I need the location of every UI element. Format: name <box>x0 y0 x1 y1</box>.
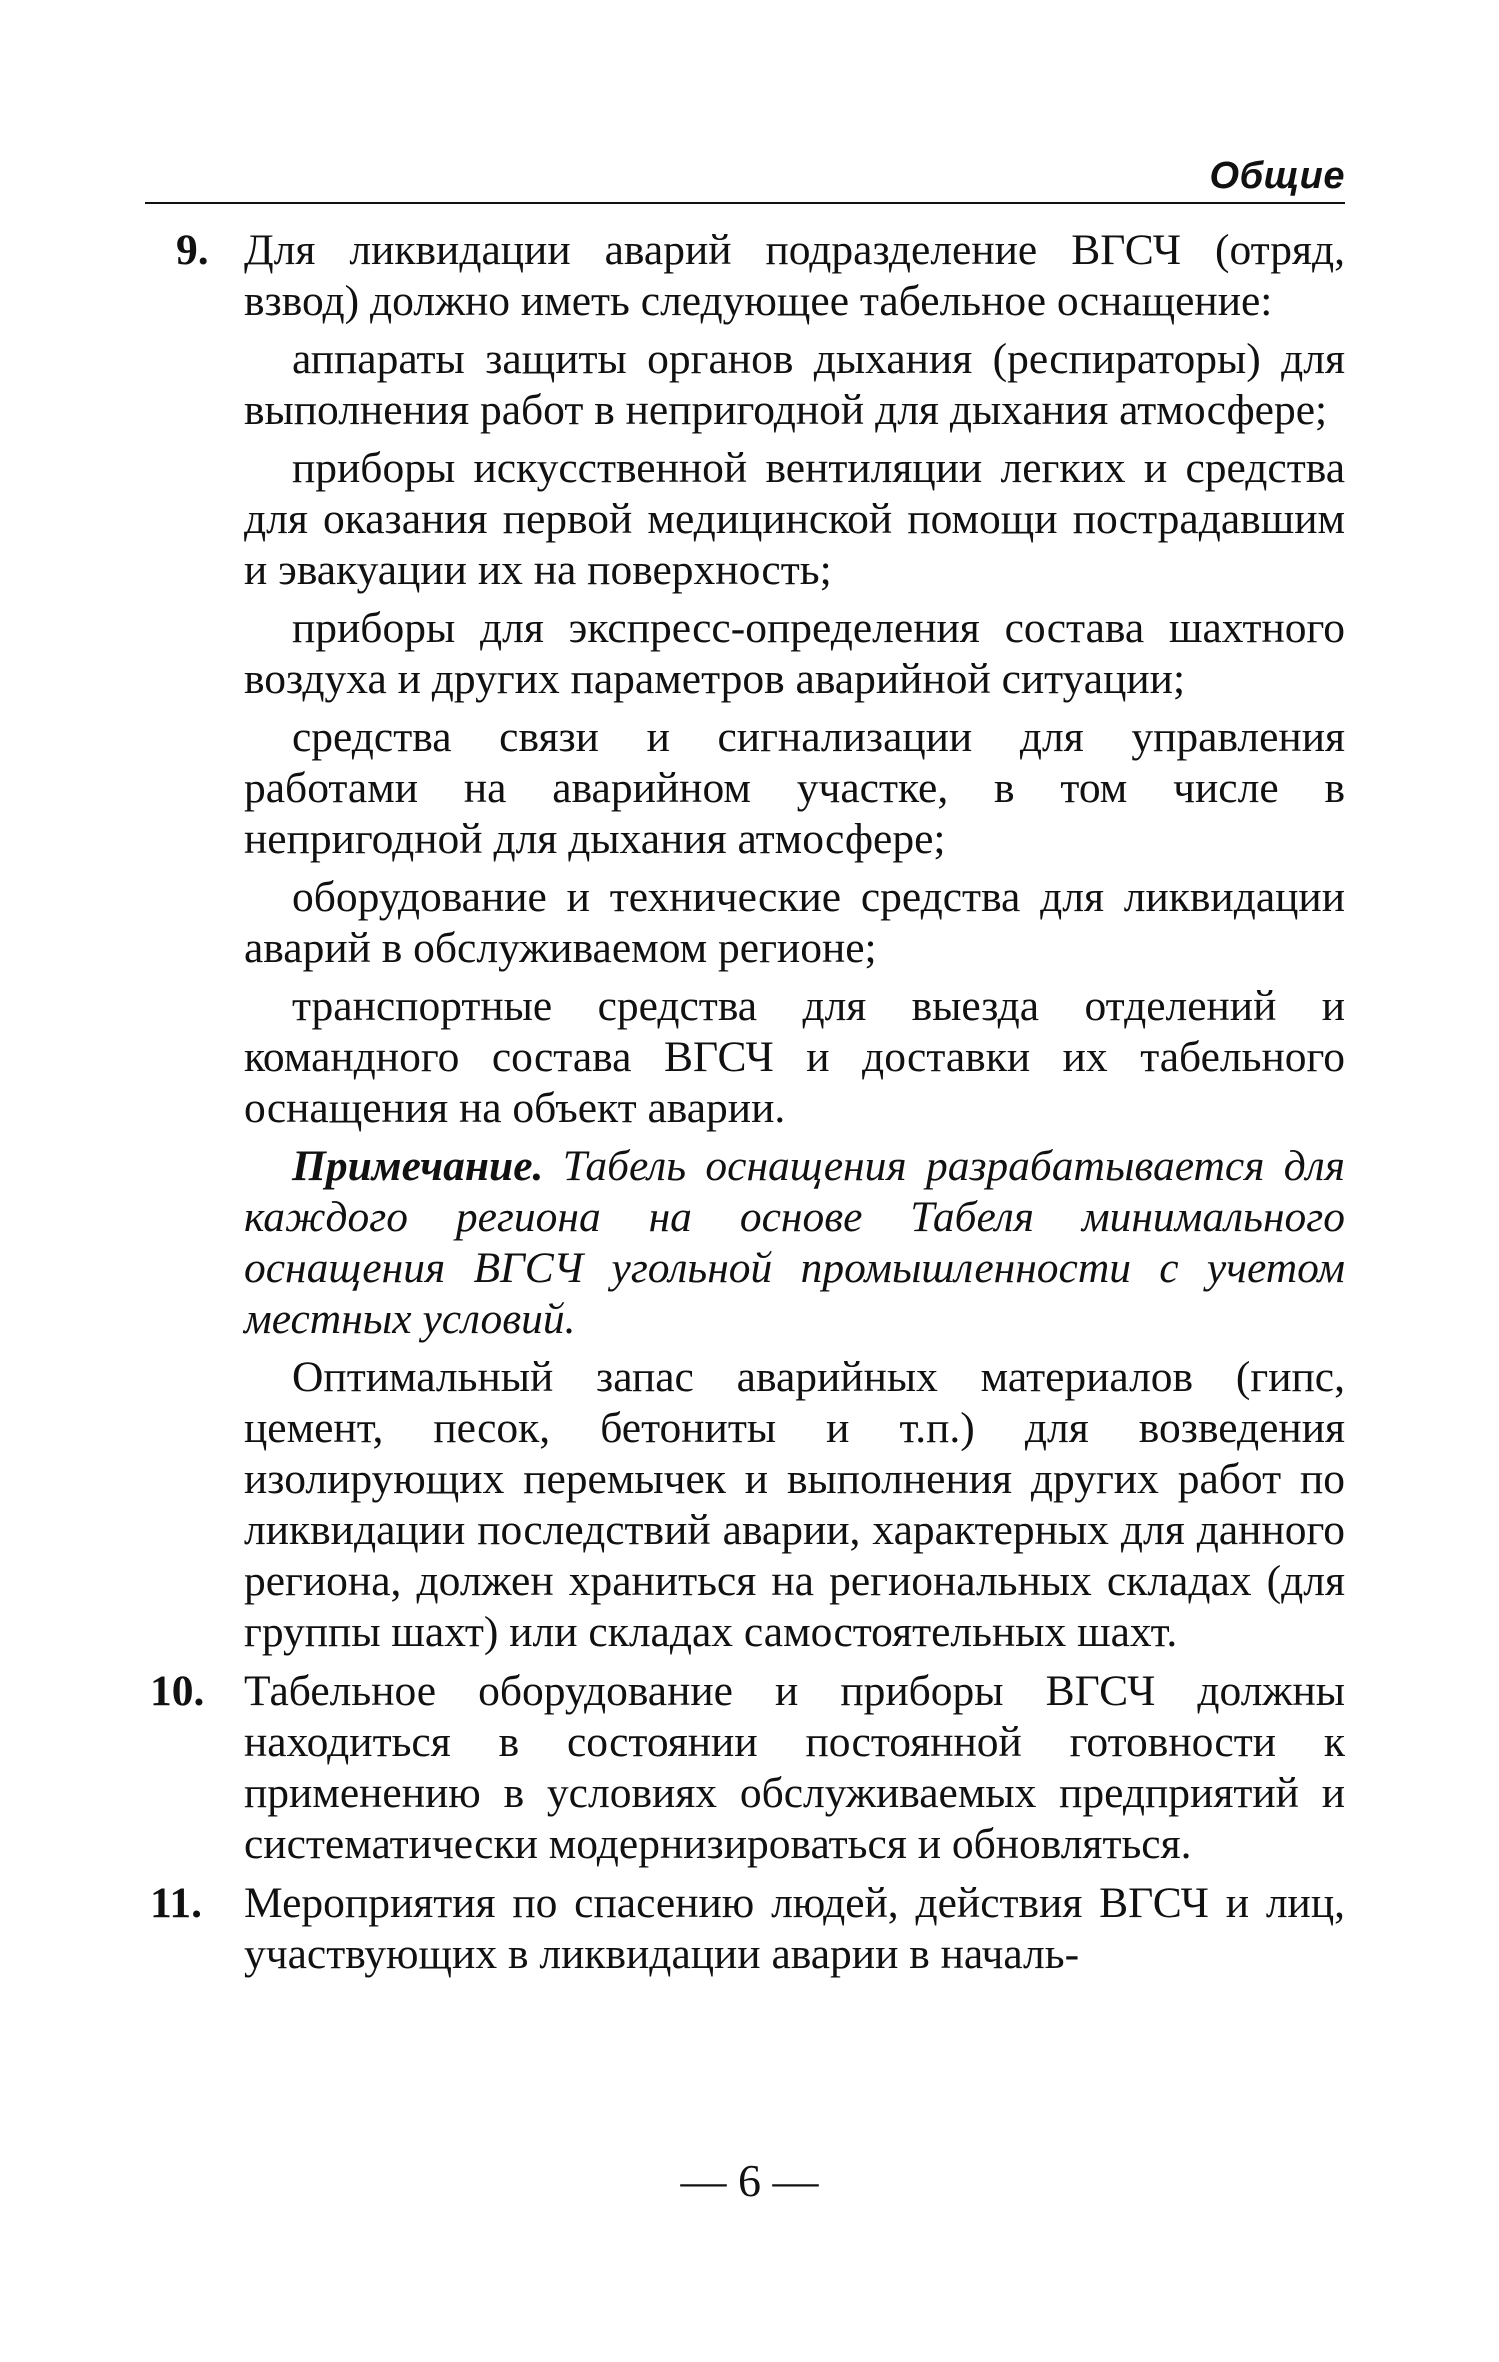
item-10-number: 10. <box>150 1667 205 1715</box>
page-body <box>150 225 1345 1980</box>
item-10 <box>150 1666 1345 1870</box>
item-9-intro-text: Для ликвидации аварий подразделение ВГСЧ (отряд, взвод) должно иметь следующее табельное оснащение: <box>244 226 1345 325</box>
item-9-number: 9. <box>176 226 209 274</box>
note-paragraph <box>180 1141 1345 1345</box>
item-11 <box>150 1878 1345 1980</box>
equipment-list-item-1: аппараты защиты органов дыхания (респираторы) для выполнения работ в непригодной для дыхания атмосфере; <box>244 335 1345 434</box>
running-head-title: Общие <box>1209 155 1345 197</box>
equipment-list-item-2: приборы искусственной вентиляции легких и средства для оказания первой медицинской помощи пострадавшим и эвакуации их на поверхность; <box>244 444 1345 594</box>
equipment-list-item-4: средства связи и сигнализации для управления работами на аварийном участке, в том числе в непригодной для дыхания атмосфере; <box>244 713 1345 863</box>
note-text: Табель оснащения разрабатывается для каждого региона на основе Табеля минимального оснащения ВГСЧ угольной промышленности с учетом местных условий. <box>244 1142 1345 1343</box>
equipment-list-item-3: приборы для экспресс-определения состава шахтного воздуха и других параметров аварийной ситуации; <box>244 604 1345 703</box>
equipment-list-item-6: транспортные средства для выезда отделений и командного состава ВГСЧ и доставки их табельного оснащения на объект аварии. <box>244 982 1345 1132</box>
page-number: — 6 — <box>680 2155 819 2206</box>
item-11-text: Мероприятия по спасению людей, действия ВГСЧ и лиц, участвующих в ликвидации аварии в началь- <box>244 1879 1345 1978</box>
item-9-intro <box>176 225 1345 327</box>
equipment-list-item-5: оборудование и технические средства для ликвидации аварий в обслуживаемом регионе; <box>244 873 1345 972</box>
note-label: Примечание. <box>292 1142 544 1190</box>
materials-paragraph: Оптимальный запас аварийных материалов (гипс, цемент, песок, бетониты и т.п.) для возведения изолирующих перемычек и выполнения других работ по ликвидации последствий аварии, характерных для данного региона, должен храниться на региональных складах (для группы шахт) или складах самостоятельных шахт. <box>244 1353 1345 1656</box>
item-10-text: Табельное оборудование и приборы ВГСЧ должны находиться в состоянии постоянной готовности к применению в условиях обслуживаемых предприятий и систематически модернизироваться и обновляться. <box>244 1667 1345 1868</box>
running-head <box>145 150 1345 204</box>
item-11-number: 11. <box>150 1879 202 1927</box>
